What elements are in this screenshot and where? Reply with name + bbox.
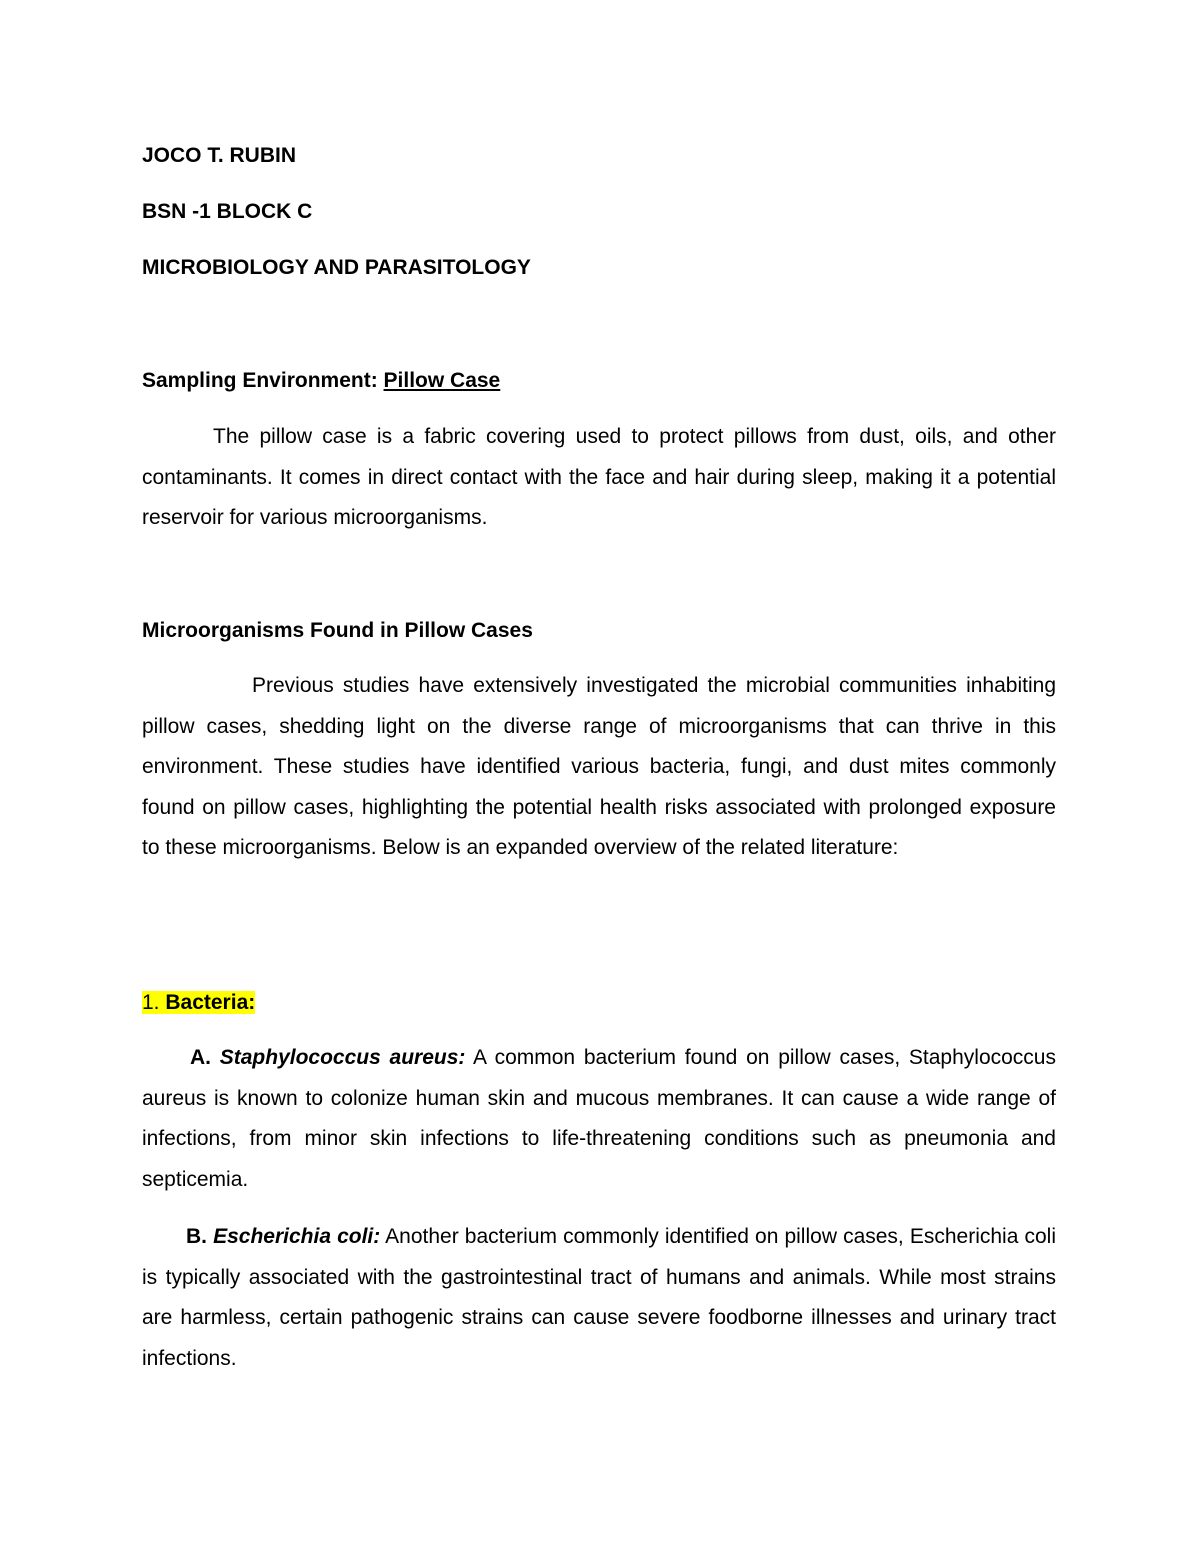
sampling-paragraph: The pillow case is a fabric covering used to protect pillows from dust, oils, and other contaminants. It comes in direct contact with the face and hair during sleep, making it a potential reservoir for various microorganisms. [142,425,1056,530]
item-name: Escherichia coli: [213,1225,381,1248]
item-letter: A. [190,1046,220,1069]
item-text: Another bacterium commonly identified on pillow cases, Escherichia coli is typically associated with the gastrointestinal tract of humans and animals. While most strains are harmless, certain pathogenic strains can cause severe foodborne illnesses and urinary tract infections. [142,1225,1056,1370]
bacteria-item-a [142,1038,1056,1200]
bacteria-heading [142,990,255,1016]
sampling-label: Sampling Environment: [142,369,384,392]
bacteria-title: Bacteria: [165,991,256,1014]
microorganisms-paragraph: Previous studies have extensively investigated the microbial communities inhabiting pillow cases, shedding light on the diverse range of microorganisms that can thrive in this environment. These studies have identified various bacteria, fungi, and dust mites commonly found on pillow cases, highlighting the potential health risks associated with prolonged exposure to these microorganisms. Below is an expanded overview of the related literature: [142,674,1056,860]
course-block: BSN -1 BLOCK C [142,200,313,223]
sampling-environment-heading [142,368,500,394]
student-name: JOCO T. RUBIN [142,144,297,167]
bacteria-number: 1. [142,991,166,1014]
subject-title: MICROBIOLOGY AND PARASITOLOGY [142,256,531,279]
item-letter: B. [186,1225,214,1248]
microorganisms-heading: Microorganisms Found in Pillow Cases [142,619,533,642]
item-name: Staphylococcus aureus: [219,1046,466,1069]
item-text: A common bacterium found on pillow cases, Staphylococcus aureus is known to colonize human skin and mucous membranes. It can cause a wide range of infections, from minor skin infections to life-threatening conditions such as pneumonia and septicemia. [142,1046,1056,1191]
bacteria-item-b [142,1217,1056,1379]
sampling-value: Pillow Case [383,369,501,392]
